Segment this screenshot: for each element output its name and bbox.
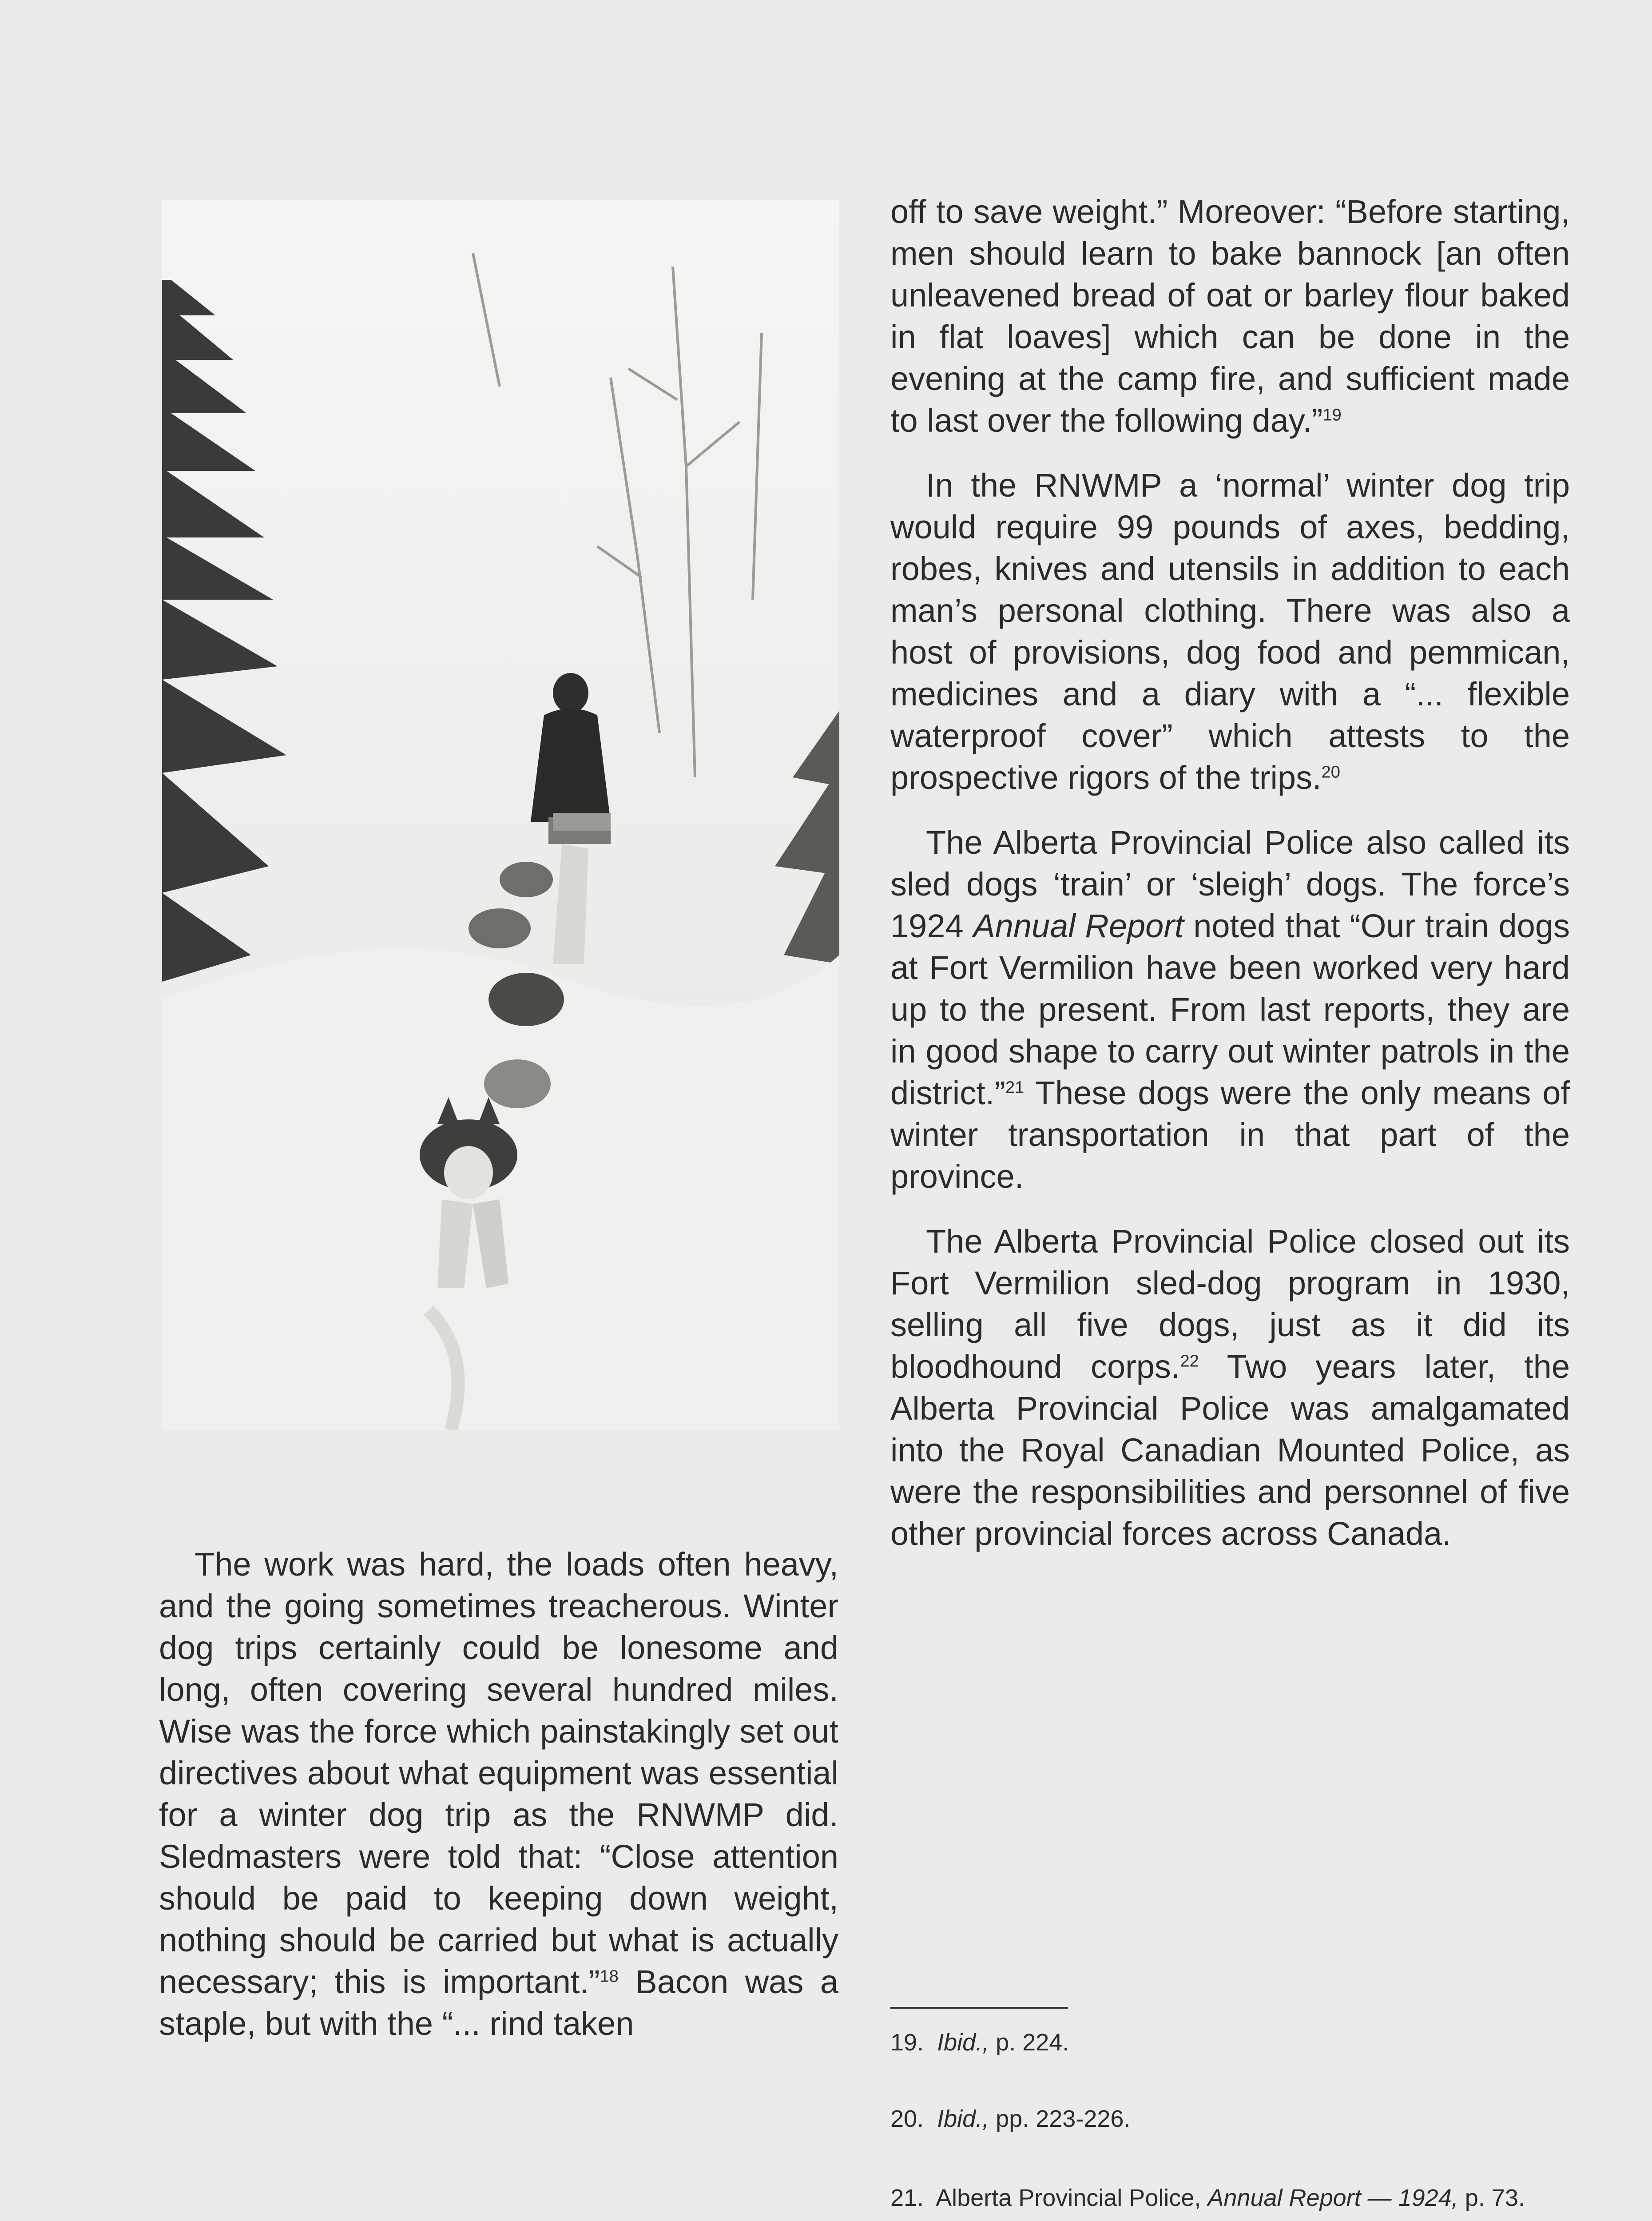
footnote-ref: 19	[1322, 406, 1342, 425]
footnote-text: pp. 223-226.	[989, 2106, 1131, 2132]
footnote-ref: 20	[1321, 763, 1340, 782]
footnote-number: 20.	[890, 2106, 924, 2132]
footnote-text: p. 73.	[1458, 2185, 1525, 2211]
footnote-text: p. 224.	[989, 2029, 1069, 2056]
paragraph-text: off to save weight.” Moreover: “Before starting, men should learn to bake bannock [an often unleavened bread of oat or barley flour baked in flat loaves] which can be done in the evening at the camp fire, and sufficient made to last over the following day.”	[890, 193, 1570, 439]
footnote-ref: 22	[1180, 1352, 1199, 1371]
footnote-ref: 21	[1005, 1078, 1025, 1097]
paragraph-text: These dogs were the only means of winter transportation in that part of the province.	[890, 1075, 1570, 1195]
footnote-text: Alberta Provincial Police,	[936, 2185, 1208, 2211]
body-paragraph	[890, 822, 1570, 1198]
italic-title: Annual Report	[973, 908, 1184, 944]
body-paragraph	[890, 465, 1570, 799]
paragraph-text: Two years later, the Alberta Provincial Police was amalgamated into the Royal Canadian Mounted Police, as were the responsibilities and personnel of five other provincial forces across Canada.	[890, 1348, 1570, 1552]
right-column	[890, 191, 1570, 1555]
paragraph-text: The work was hard, the loads often heavy, and the going sometimes treacherous. Winter dog trips certainly could be lonesome and long, often covering several hundred miles. Wise was the force which painstakingly set out directives about what equipment was essential for a winter dog trip as the RNWMP did. Sledmasters were told that: “Close attention should be paid to keeping down weight, nothing should be carried but what is actually necessary; this is important.”	[159, 1546, 838, 2000]
paragraph-text: The Alberta Provincial Police closed out its Fort Vermilion sled-dog program in 1930, selling all five dogs, just as it did its bloodhound corps.	[890, 1223, 1570, 1385]
paragraph-text: The Alberta Provincial Police also called its sled dogs ‘train’ or ‘sleigh’ dogs. The force’s 1924	[890, 824, 1570, 944]
photo-dog-team	[162, 200, 839, 1430]
footnote-19	[890, 2028, 1570, 2057]
paragraph-text: noted that “Our train dogs at Fort Vermilion have been worked very hard up to the present. From last reports, they are in good shape to carry out winter patrols in the district.”	[890, 908, 1570, 1111]
paragraph-text: Bacon was a staple, but with the “... rind taken	[159, 1963, 838, 2042]
footnote-ref: 18	[600, 1967, 619, 1986]
footnote-rule	[890, 2007, 1068, 2009]
paragraph-text: In the RNWMP a ‘normal’ winter dog trip would require 99 pounds of axes, bedding, robes, knives and utensils in addition to each man’s personal clothing. There was also a host of provisions, dog food and pemmican, medicines and a diary with a “... flexible waterproof cover” which attests to the prospective rigors of the trips.	[890, 467, 1570, 796]
footnote-italic: Ibid.,	[937, 2106, 989, 2132]
body-paragraph	[890, 1221, 1570, 1555]
footnote-number: 21.	[890, 2185, 924, 2211]
body-paragraph	[159, 1544, 838, 2045]
footnote-italic: Ibid.,	[937, 2029, 989, 2056]
footnote-21	[890, 2183, 1570, 2213]
footnote-italic: Annual Report — 1924,	[1207, 2185, 1458, 2211]
left-column	[159, 1544, 838, 2045]
footnote-number: 19.	[890, 2029, 924, 2056]
footnote-20	[890, 2104, 1570, 2133]
body-paragraph	[890, 191, 1570, 442]
